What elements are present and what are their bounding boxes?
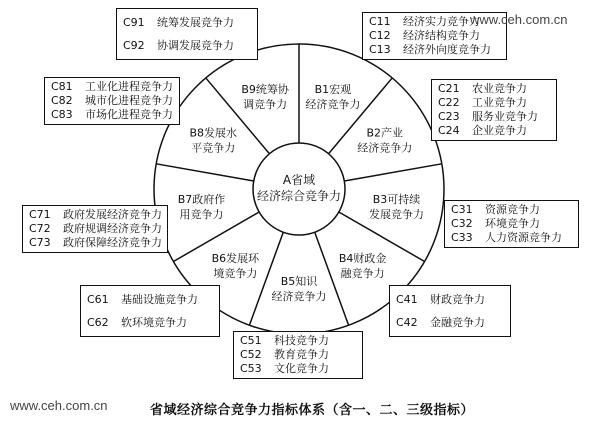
sector-b2-line2: 经济竞争力 — [357, 141, 413, 155]
box-c4-row: C41 财政竞争力 — [396, 293, 485, 306]
sector-b3-line2: 发展竞争力 — [368, 208, 424, 222]
box-c9-row: C92 协调发展竞争力 — [123, 39, 234, 52]
box-c3 — [444, 200, 579, 248]
sector-b4-line2: 融竞争力 — [340, 266, 385, 280]
box-c4-row: C42 金融竞争力 — [396, 316, 485, 329]
box-c9 — [116, 8, 258, 60]
box-c5 — [233, 331, 363, 379]
center-line2: 经济综合竞争力 — [256, 189, 342, 203]
sector-b7-line2: 用竞争力 — [179, 208, 224, 222]
box-c8-row: C81 工业化进程竞争力 — [51, 80, 173, 93]
box-c6 — [80, 285, 220, 337]
box-c5-row: C53 文化竞争力 — [240, 362, 329, 375]
box-c2-row: C24 企业竞争力 — [438, 124, 527, 137]
sector-b6-line1: B6发展环 — [211, 251, 260, 265]
box-c8-row: C83 市场化进程竞争力 — [51, 108, 173, 121]
box-c5-row: C52 教育竞争力 — [240, 348, 329, 361]
box-c3-row: C31 资源竞争力 — [451, 203, 540, 216]
box-c1-row: C11 经济实力竞争力 — [369, 15, 480, 28]
sector-b6-line2: 境竞争力 — [213, 266, 258, 280]
sector-b5-line1: B5知识 — [280, 275, 318, 288]
box-c1-row: C12 经济结构竞争力 — [369, 29, 480, 42]
box-c9-row: C91 统筹发展竞争力 — [123, 16, 234, 29]
figure-caption: 省域经济综合竞争力指标体系（含一、二、三级指标） — [150, 403, 475, 418]
box-c2-row: C23 服务业竞争力 — [438, 110, 538, 123]
box-c2-row: C22 工业竞争力 — [438, 96, 527, 109]
box-c8 — [44, 77, 180, 125]
sector-b1-line2: 经济竞争力 — [305, 97, 361, 111]
box-c1-row: C13 经济外向度竞争力 — [369, 43, 491, 56]
sector-b5-line2: 经济竞争力 — [271, 290, 327, 303]
box-c6-row: C62 软环境竞争力 — [87, 316, 187, 329]
box-c2 — [431, 79, 557, 141]
sector-b9-line1: B9统筹协 — [241, 82, 289, 96]
sector-b4-line1: B4财政金 — [338, 251, 387, 265]
box-c8-row: C82 城市化进程竞争力 — [51, 94, 173, 107]
sector-b1-line1: B1宏观 — [314, 82, 352, 96]
box-c7-row: C73 政府保障经济竞争力 — [29, 236, 162, 249]
box-c5-row: C51 科技竞争力 — [240, 334, 329, 347]
box-c7 — [22, 205, 168, 253]
box-c4 — [389, 285, 511, 337]
box-c6-row: C61 基础设施竞争力 — [87, 293, 198, 306]
sector-b7-line1: B7政府作 — [177, 193, 226, 207]
box-c3-row: C32 环境竞争力 — [451, 217, 540, 230]
box-c7-row: C71 政府发展经济竞争力 — [29, 208, 162, 221]
box-c7-row: C72 政府规调经济竞争力 — [29, 222, 162, 235]
box-c2-row: C21 农业竞争力 — [438, 82, 527, 95]
center-line1: A省域 — [282, 173, 316, 187]
watermark-top: www.ceh.com.cn — [470, 12, 568, 27]
sector-b8-line2: 平竞争力 — [191, 141, 236, 155]
sector-b3-line1: B3可持续 — [372, 193, 421, 207]
box-c3-row: C33 人力资源竞争力 — [451, 231, 562, 244]
sector-b9-line2: 调竞争力 — [243, 97, 288, 111]
sector-b2-line1: B2产业 — [366, 126, 404, 140]
sector-b8-line1: B8发展水 — [189, 126, 238, 140]
watermark-bottom: www.ceh.com.cn — [10, 398, 108, 413]
